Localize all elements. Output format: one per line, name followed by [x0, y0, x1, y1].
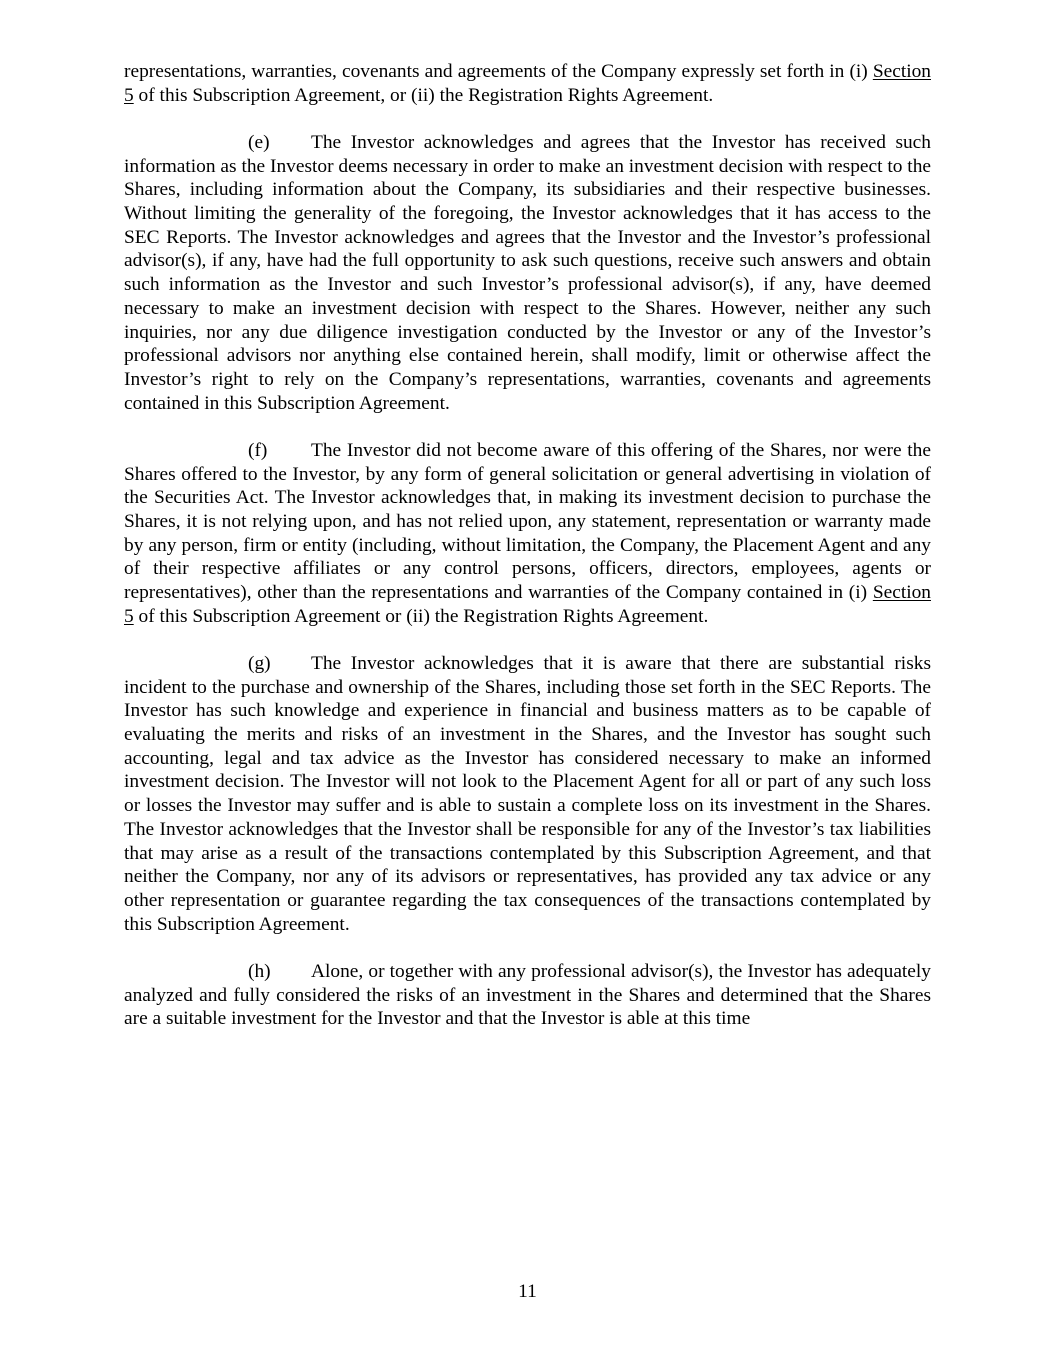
paragraph-label: (f) [248, 439, 268, 461]
text-segment: of this Subscription Agreement or (ii) the Registration Rights Agreement. [133, 605, 709, 627]
section-5-reference: Section 5 [124, 582, 931, 627]
paragraph-e [124, 131, 931, 415]
text-segment: of this Subscription Agreement, or (ii) the Registration Rights Agreement. [133, 84, 714, 106]
text-segment: representations, warranties, covenants and agreements of the Company expressly set forth in (i) [124, 61, 873, 82]
document-body [124, 60, 931, 1031]
paragraph-g [124, 652, 931, 936]
page-number: 11 [518, 1281, 537, 1302]
paragraph-label: (g) [248, 652, 271, 674]
text-segment: The Investor did not become aware of this offering of the Shares, nor were the Shares offered to the Investor, by any form of general solicitation or general advertising in violation of the Securities Act. The Investor acknowledges that, in making its investment decision to purchase the Shares, it is not relying upon, and has not relied upon, any statement, representation or warranty made by any person, firm or entity (including, without limitation, the Company, the Placement Agent and any of their respective affiliates or any control persons, officers, directors, employees, agents or representatives), other than the representations and warranties of the Company contained in (i) [124, 439, 931, 604]
paragraph-label: (e) [248, 131, 270, 153]
text-segment: The Investor acknowledges and agrees that the Investor has received such information as the Investor deems necessary in order to make an investment decision with respect to the Shares, including information about the Company, its subsidiaries and their respective businesses. Without limiting the generality of the foregoing, the Investor acknowledges that it has access to the SEC Reports. The Investor acknowledges and agrees that the Investor and the Investor’s professional advisor(s), if any, have had the full opportunity to ask such questions, receive such answers and obtain such information as the Investor and such Investor’s professional advisor(s), if any, have deemed necessary to make an investment decision with respect to the Shares. However, neither any such inquiries, nor any due diligence investigation conducted by the Investor or any of the Investor’s professional advisors nor anything else contained herein, shall modify, limit or otherwise affect the Investor’s right to rely on the Company’s representations, warranties, covenants and agreements contained in this Subscription Agreement. [124, 131, 931, 414]
paragraph-f [124, 439, 931, 629]
paragraph-h [124, 960, 931, 1031]
text-segment: The Investor acknowledges that it is aware that there are substantial risks incident to the purchase and ownership of the Shares, including those set forth in the SEC Reports. The Investor has such knowledge and experience in financial and business matters as to be capable of evaluating the merits and risks of an investment in the Shares, and the Investor has sought such accounting, legal and tax advice as the Investor has considered necessary to make an informed investment decision. The Investor will not look to the Placement Agent for all or part of any such loss or losses the Investor may suffer and is able to sustain a complete loss on its investment in the Shares. The Investor acknowledges that the Investor shall be responsible for any of the Investor’s tax liabilities that may arise as a result of the transactions contemplated by this Subscription Agreement, and that neither the Company, nor any of its advisors or representatives, has provided any tax advice or any other representation or guarantee regarding the tax consequences of the transactions contemplated by this Subscription Agreement. [124, 652, 931, 935]
paragraph-label: (h) [248, 960, 271, 982]
section-5-reference: Section 5 [124, 61, 931, 106]
paragraph-d-continuation [124, 60, 931, 107]
text-segment: Alone, or together with any professional advisor(s), the Investor has adequately analyzed and fully considered the risks of an investment in the Shares and determined that the Shares are a suitable investment for the Investor and that the Investor is able at this time [124, 960, 931, 1030]
